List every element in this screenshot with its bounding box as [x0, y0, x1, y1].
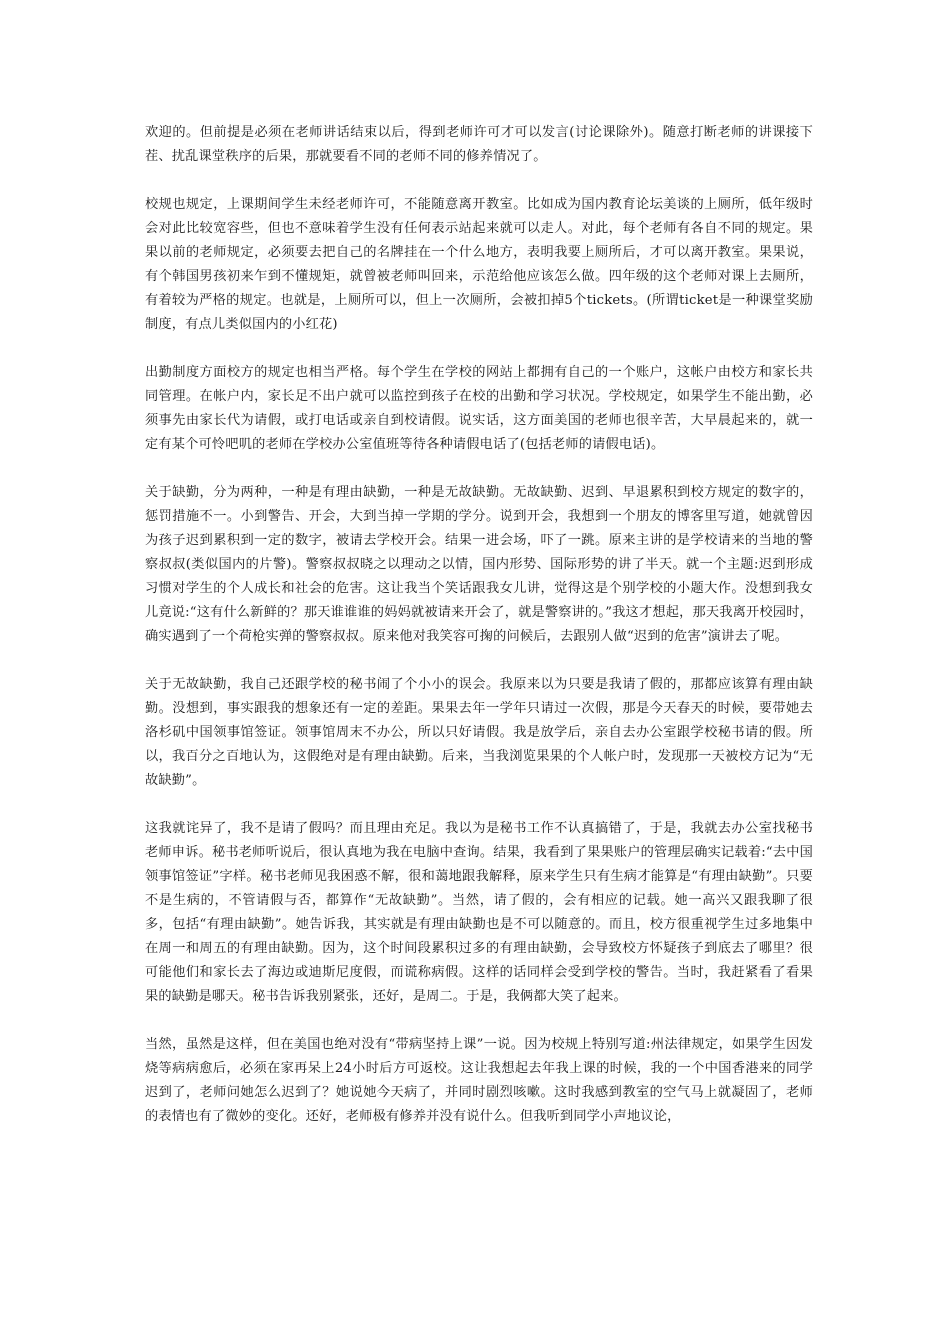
paragraph-1: 欢迎的。但前提是必须在老师讲话结束以后，得到老师许可才可以发言(讨论课除外)。随意打断老师的讲课接下茬、扰乱课堂秩序的后果，那就要看不同的老师不同的修养情况了。 — [145, 125, 813, 164]
paragraph-7: 当然，虽然是这样，但在美国也绝对没有“带病坚持上课”一说。因为校规上特别写道:州法律规定，如果学生因发烧等病病愈后，必须在家再呆上24小时后方可返校。这让我想起去年我上课的时候，我的一个中国香港来的同学迟到了，老师问她怎么迟到了？她说她今天病了，并同时剧烈咳嗽。这时我感到教室的空气马上就凝固了，老师的表情也有了微妙的变化。还好，老师极有修养并没有说什么。但我听到同学小声地议论， — [145, 1037, 813, 1124]
document-body — [145, 121, 813, 1153]
paragraph-2: 校规也规定，上课期间学生未经老师许可，不能随意离开教室。比如成为国内教育论坛美谈的上厕所，低年级时会对此比较宽容些，但也不意味着学生没有任何表示站起来就可以走人。对此，每个老师有各自不同的规定。果果以前的老师规定，必须要去把自己的名牌挂在一个什么地方，表明我要上厕所后，才可以离开教室。果果说，有个韩国男孩初来乍到不懂规矩，就曾被老师叫回来，示范给他应该怎么做。四年级的这个老师对课上去厕所，有着较为严格的规定。也就是，上厕所可以，但上一次厕所，会被扣掉5个tickets。(所谓ticket是一种课堂奖励制度，有点儿类似国内的小红花) — [145, 197, 813, 332]
paragraph-4: 关于缺勤，分为两种，一种是有理由缺勤，一种是无故缺勤。无故缺勤、迟到、早退累积到校方规定的数字的，惩罚措施不一。小到警告、开会，大到当掉一学期的学分。说到开会，我想到一个朋友的博客里写道，她就曾因为孩子迟到累积到一定的数字，被请去学校开会。结果一进会场，吓了一跳。原来主讲的是学校请来的当地的警察叔叔(类似国内的片警)。警察叔叔晓之以理动之以情，国内形势、国际形势的讲了半天。就一个主题:迟到形成习惯对学生的个人成长和社会的危害。这让我当个笑话跟我女儿讲，觉得这是个别学校的小题大作。没想到我女儿竟说:“这有什么新鲜的？那天谁谁谁的妈妈就被请来开会了，就是警察讲的。”我这才想起，那天我离开校园时，确实遇到了一个荷枪实弹的警察叔叔。原来他对我笑容可掬的问候后，去跟别人做“迟到的危害”演讲去了呢。 — [145, 485, 813, 644]
paragraph-5: 关于无故缺勤，我自己还跟学校的秘书闹了个小小的误会。我原来以为只要是我请了假的，那都应该算有理由缺勤。没想到，事实跟我的想象还有一定的差距。果果去年一学年只请过一次假，那是今天春天的时候，要带她去洛杉矶中国领事馆签证。领事馆周末不办公，所以只好请假。我是放学后，亲自去办公室跟学校秘书请的假。所以，我百分之百地认为，这假绝对是有理由缺勤。后来，当我浏览果果的个人帐户时，发现那一天被校方记为“无故缺勤”。 — [145, 677, 813, 788]
paragraph-3: 出勤制度方面校方的规定也相当严格。每个学生在学校的网站上都拥有自己的一个账户，这帐户由校方和家长共同管理。在帐户内，家长足不出户就可以监控到孩子在校的出勤和学习状况。学校规定，如果学生不能出勤，必须事先由家长代为请假，或打电话或亲自到校请假。说实话，这方面美国的老师也很辛苦，大早晨起来的，就一定有某个可怜吧叽的老师在学校办公室值班等待各种请假电话了(包括老师的请假电话)。 — [145, 365, 813, 452]
paragraph-6: 这我就诧异了，我不是请了假吗？而且理由充足。我以为是秘书工作不认真搞错了，于是，我就去办公室找秘书老师申诉。秘书老师听说后，很认真地为我在电脑中查询。结果，我看到了果果账户的管理层确实记载着:“去中国领事馆签证”字样。秘书老师见我困惑不解，很和蔼地跟我解释，原来学生只有生病才能算是“有理由缺勤”。只要不是生病的，不管请假与否，都算作“无故缺勤”。当然，请了假的，会有相应的记载。她一高兴又跟我聊了很多，包括“有理由缺勤”。她告诉我，其实就是有理由缺勤也是不可以随意的。而且，校方很重视学生过多地集中在周一和周五的有理由缺勤。因为，这个时间段累积过多的有理由缺勤，会导致校方怀疑孩子到底去了哪里？很可能他们和家长去了海边或迪斯尼度假，而谎称病假。这样的话同样会受到学校的警告。当时，我赶紧看了看果果的缺勤是哪天。秘书告诉我别紧张，还好，是周二。于是，我俩都大笑了起来。 — [145, 821, 813, 1004]
